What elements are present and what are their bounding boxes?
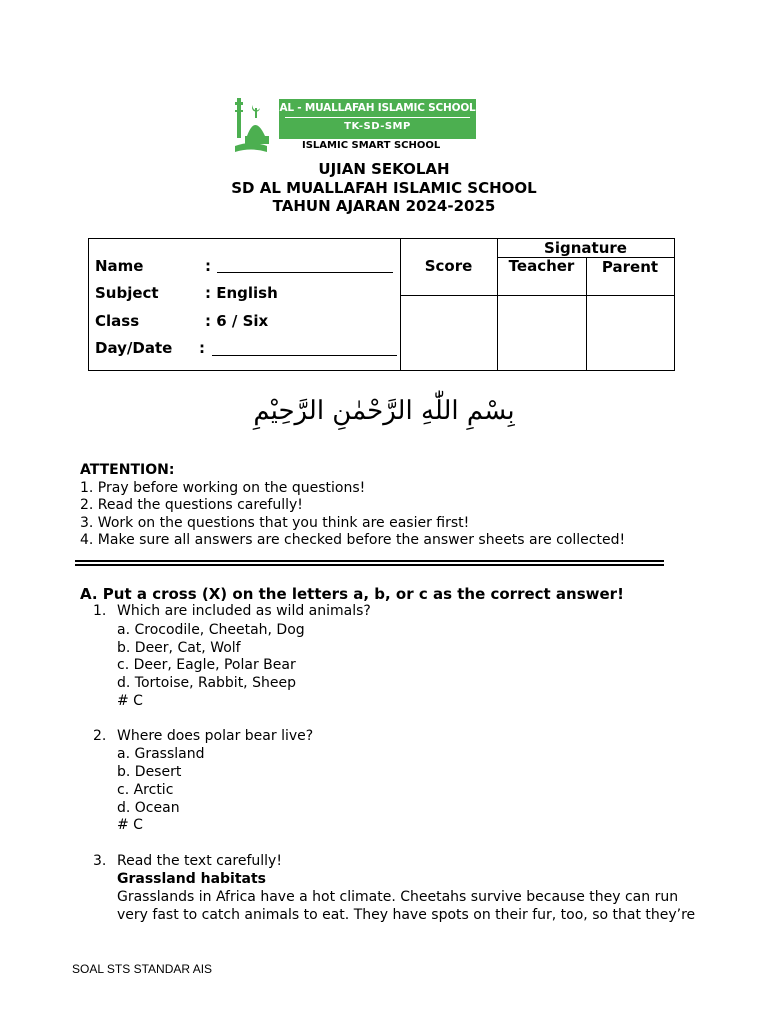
score-label: Score [424, 257, 473, 275]
name-colon: : [205, 257, 211, 275]
passage-line: very fast to catch animals to eat. They have spots on their fur, too, so that they’re [117, 907, 696, 923]
logo-divider [285, 117, 470, 118]
attention-item: 3. Work on the questions that you think are easier first! [80, 514, 470, 531]
mosque-book-icon [233, 96, 273, 156]
signature-label: Signature [544, 239, 627, 257]
attention-item: 1. Pray before working on the questions! [80, 479, 366, 496]
logo-school-name: AL - MUALLAFAH ISLAMIC SCHOOL [279, 102, 476, 114]
answer-option[interactable]: b. Desert [117, 764, 182, 780]
answer-option[interactable]: c. Deer, Eagle, Polar Bear [117, 657, 296, 673]
header-line-3: TAHUN AJARAN 2024-2025 [272, 197, 496, 215]
class-value: : 6 / Six [205, 312, 269, 330]
answer-key: # C [117, 817, 143, 833]
question-text: Read the text carefully! [117, 853, 282, 869]
attention-item: 2. Read the questions carefully! [80, 497, 303, 513]
question-number: 1. [93, 603, 107, 619]
answer-option[interactable]: c. Arctic [117, 782, 174, 798]
daydate-colon: : [199, 339, 205, 357]
logo-subtitle: ISLAMIC SMART SCHOOL [302, 140, 441, 151]
basmala: بِسْمِ اللّٰهِ الرَّحْمٰنِ الرَّحِيْمِ [253, 396, 515, 426]
parent-label: Parent [601, 258, 659, 276]
passage-title: Grassland habitats [117, 871, 267, 887]
header-line-2: SD AL MUALLAFAH ISLAMIC SCHOOL [231, 178, 537, 197]
attention-item: 4. Make sure all answers are checked before the answer sheets are collected! [80, 532, 626, 548]
subject-value: : English [205, 284, 278, 302]
question-number: 2. [93, 728, 107, 744]
passage-line: Grasslands in Africa have a hot climate. Cheetahs survive because they can run [117, 889, 679, 905]
attention-title: ATTENTION: [80, 462, 175, 478]
exam-header [0, 160, 768, 216]
class-label: Class [95, 312, 140, 330]
logo-levels: TK-SD-SMP [344, 121, 411, 132]
header-line-1: UJIAN SEKOLAH [318, 160, 450, 178]
daydate-blank[interactable] [212, 355, 397, 356]
subject-label: Subject [95, 284, 159, 302]
answer-key: # C [117, 693, 143, 709]
answer-option[interactable]: a. Grassland [117, 746, 205, 762]
name-label: Name [95, 257, 144, 275]
school-logo [233, 96, 483, 158]
question-text: Which are included as wild animals? [117, 603, 371, 619]
question-number: 3. [93, 853, 107, 869]
logo-banner [279, 99, 476, 139]
attention-block [80, 462, 625, 550]
answer-option[interactable]: a. Crocodile, Cheetah, Dog [117, 622, 305, 638]
student-info-table [88, 238, 675, 371]
daydate-label: Day/Date [95, 339, 173, 357]
table-divider [400, 295, 674, 296]
section-a-title: A. Put a cross (X) on the letters a, b, or c as the correct answer! [80, 585, 624, 603]
page-footer: SOAL STS STANDAR AIS [72, 962, 213, 976]
question-text: Where does polar bear live? [117, 728, 314, 744]
answer-option[interactable]: b. Deer, Cat, Wolf [117, 640, 241, 656]
double-divider [75, 560, 664, 566]
teacher-label: Teacher [508, 257, 575, 275]
name-blank[interactable] [217, 272, 393, 273]
answer-option[interactable]: d. Ocean [117, 800, 180, 816]
answer-option[interactable]: d. Tortoise, Rabbit, Sheep [117, 675, 296, 691]
